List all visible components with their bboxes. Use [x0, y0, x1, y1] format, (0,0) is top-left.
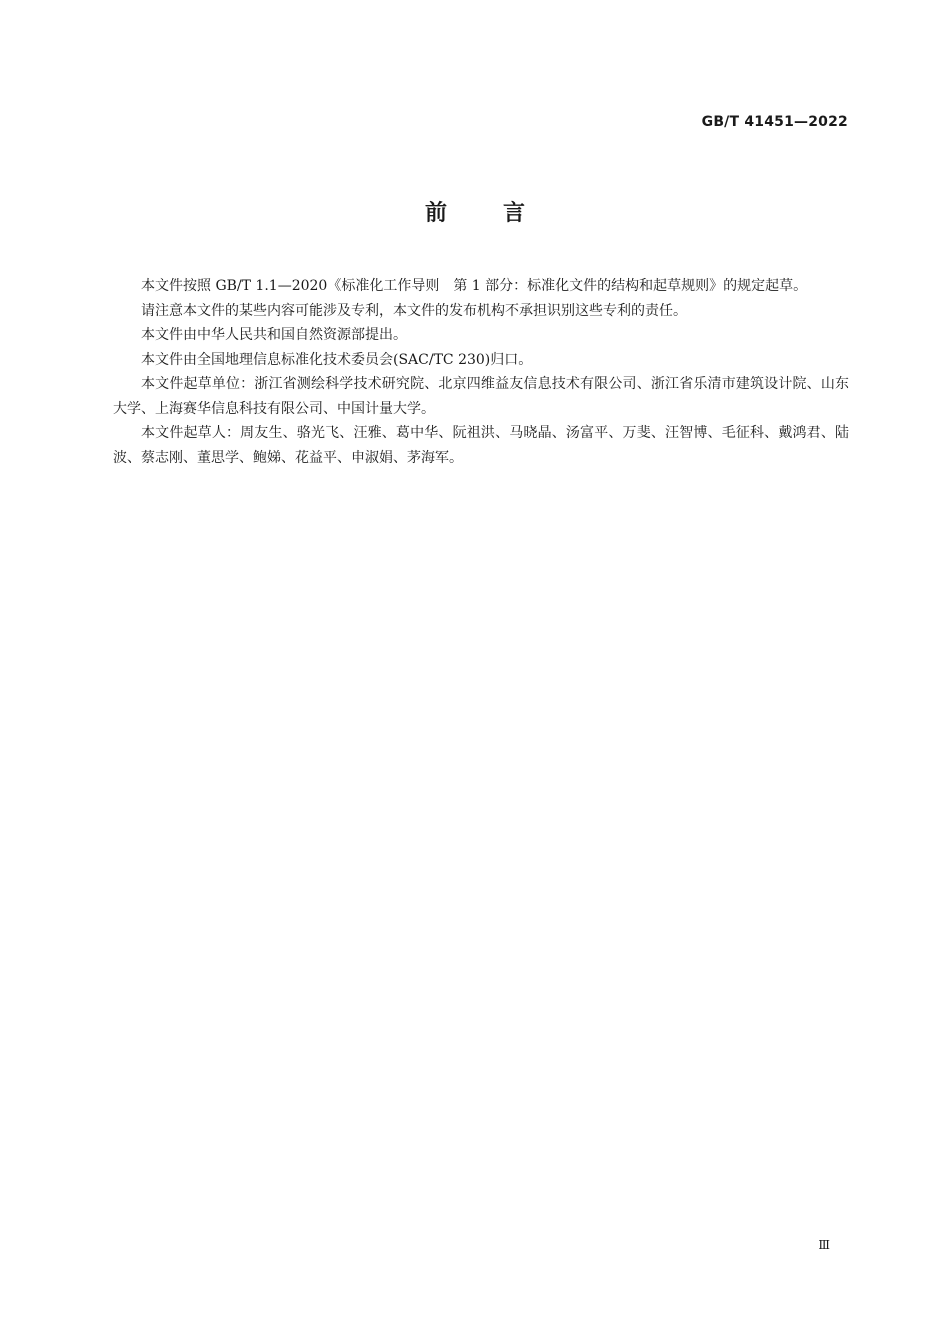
paragraph-drafting-rules: 本文件按照 GB/T 1.1—2020《标准化工作导则 第 1 部分：标准化文件的结构和起草规则》的规定起草。: [141, 278, 808, 294]
page-number: Ⅲ: [818, 1238, 830, 1252]
paragraph-centralized-by: 本文件由全国地理信息标准化技术委员会(SAC/TC 230)归口。: [141, 351, 533, 368]
paragraph-drafters: 本文件起草人：周友生、骆光飞、汪雅、葛中华、阮祖洪、马晓晶、汤富平、万斐、汪智博、毛征科、戴鸿君、陆波、蔡志刚、董思学、鲍娣、花益平、申淑娟、茅海军。: [113, 425, 849, 466]
paragraph-patent-notice: 请注意本文件的某些内容可能涉及专利，本文件的发布机构不承担识别这些专利的责任。: [141, 302, 687, 319]
paragraph-proposed-by: 本文件由中华人民共和国自然资源部提出。: [141, 327, 407, 343]
standard-number: GB/T 41451—2022: [701, 114, 848, 130]
page-title: 前言: [424, 201, 581, 226]
paragraph-drafting-units: 本文件起草单位：浙江省测绘科学技术研究院、北京四维益友信息技术有限公司、浙江省乐清市建筑设计院、山东大学、上海赛华信息科技有限公司、中国计量大学。: [113, 376, 849, 417]
foreword-body: [113, 274, 849, 470]
